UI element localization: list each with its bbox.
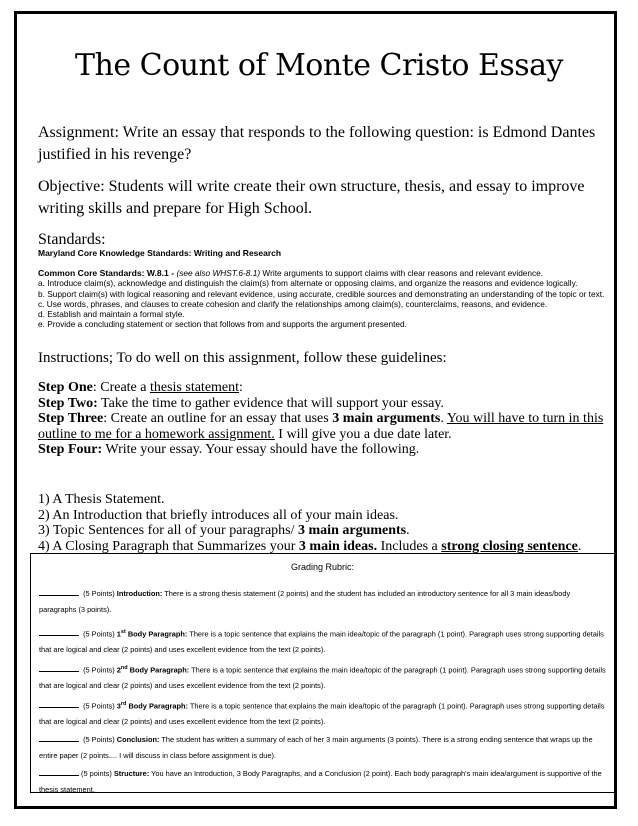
requirement-2: 2) An Introduction that briefly introduces all of your main ideas. — [38, 507, 399, 523]
standard-item-a: a. Introduce claim(s), acknowledge and distinguish the claim(s) from alternate or opposing claims, and organize the reasons and evidence logically. — [38, 278, 578, 289]
requirement-4: 4) A Closing Paragraph that Summarizes your 3 main ideas. Includes a strong closing sentence. — [38, 538, 582, 554]
score-blank — [39, 700, 79, 708]
score-blank — [39, 734, 79, 742]
standard-item-b: b. Support claim(s) with logical reasoning and relevant evidence, using accurate, credible sources and demonstrating an understanding of the topic or text. — [38, 288, 605, 299]
rubric-item-introduction: (5 Points) Introduction: There is a strong thesis statement (2 points) and the student has included an introductory sentence for all 3 main ideas/body paragraphs (3 points). — [39, 589, 571, 614]
standard-item-e: e. Provide a concluding statement or section that follows from and supports the argument presented. — [38, 319, 407, 330]
page-title: The Count of Monte Cristo Essay — [75, 48, 563, 83]
essay-requirements-list — [38, 492, 613, 554]
rubric-item-conclusion: (5 Points) Conclusion: The student has written a summary of each of her 3 main arguments (3 points). There is a strong ending sentence that wraps up the entire paper (2 points.... I will discuss in class before assignment is due). — [39, 735, 593, 760]
requirement-3: 3) Topic Sentences for all of your paragraphs/ 3 main arguments. — [38, 523, 410, 538]
step-one: Step One: Create a thesis statement: — [38, 380, 243, 395]
objective-paragraph: Objective: Students will write create their own structure, thesis, and essay to improve writing skills and prepare for High School. — [38, 178, 585, 217]
standard-item-c: c. Use words, phrases, and clauses to create cohesion and clarify the relationships among claim(s), counterclaims, reasons, and evidence. — [38, 298, 548, 309]
score-blank — [39, 768, 79, 776]
standards-subheading: Maryland Core Knowledge Standards: Writing and Research — [38, 248, 282, 258]
rubric-item-body-3: (5 Points) 3rd Body Paragraph: There is a topic sentence that explains the main idea/topic of the paragraph (1 point). Paragraph uses strong supporting details that are logical and clear (2 points) and uses excellent evidence from the text (2 points). — [39, 701, 605, 727]
score-blank — [39, 628, 79, 636]
step-three: Step Three: Create an outline for an essay that uses 3 main arguments. You will have to turn in this outline to me for a homework assignment. I will give you a due date later. — [38, 411, 604, 442]
score-blank — [39, 588, 79, 596]
rubric-item-structure: (5 points) Structure: You have an Introduction, 3 Body Paragraphs, and a Conclusion (2 point). Each body paragraph's main idea/argument is supportive of the thesis statement. — [39, 769, 602, 794]
common-core-standards — [38, 268, 610, 330]
rubric-item-body-1: (5 Points) 1st Body Paragraph: There is a topic sentence that explains the main idea/topic of the paragraph (1 point). Paragraph uses strong supporting details that are logical and clear (2 points) and uses excellent evidence from the text (2 points). — [39, 629, 604, 655]
rubric-item-body-2: (5 Points) 2nd Body Paragraph: There is a topic sentence that explains the main idea/topic of the paragraph (1 point). Paragraph uses strong supporting details that are logical and clear (2 points) and uses excellent evidence from the text (2 points). — [39, 665, 606, 691]
grading-rubric — [30, 553, 615, 793]
requirement-1: 1) A Thesis Statement. — [38, 492, 165, 507]
cc-see-also: (see also WHST.6-8.1) — [176, 268, 261, 278]
instructions-line: Instructions; To do well on this assignment, follow these guidelines: — [38, 350, 447, 366]
step-four: Step Four: Write your essay. Your essay should have the following. — [38, 442, 420, 457]
standards-heading: Standards: — [38, 231, 106, 248]
rubric-title: Grading Rubric: — [290, 562, 355, 572]
steps-block — [38, 380, 610, 458]
step-two: Step Two: Take the time to gather evidence that will support your essay. — [38, 395, 444, 411]
thesis-link: thesis statement — [149, 380, 240, 395]
assignment-paragraph: Assignment: Write an essay that responds to the following question: is Edmond Dantes justified in his revenge? — [38, 124, 596, 163]
cc-text: Write arguments to support claims with clear reasons and relevant evidence. — [260, 268, 544, 278]
cc-label: Common Core Standards: W.8.1 - — [38, 268, 177, 278]
score-blank — [39, 664, 79, 672]
standard-item-d: d. Establish and maintain a formal style. — [38, 309, 185, 320]
